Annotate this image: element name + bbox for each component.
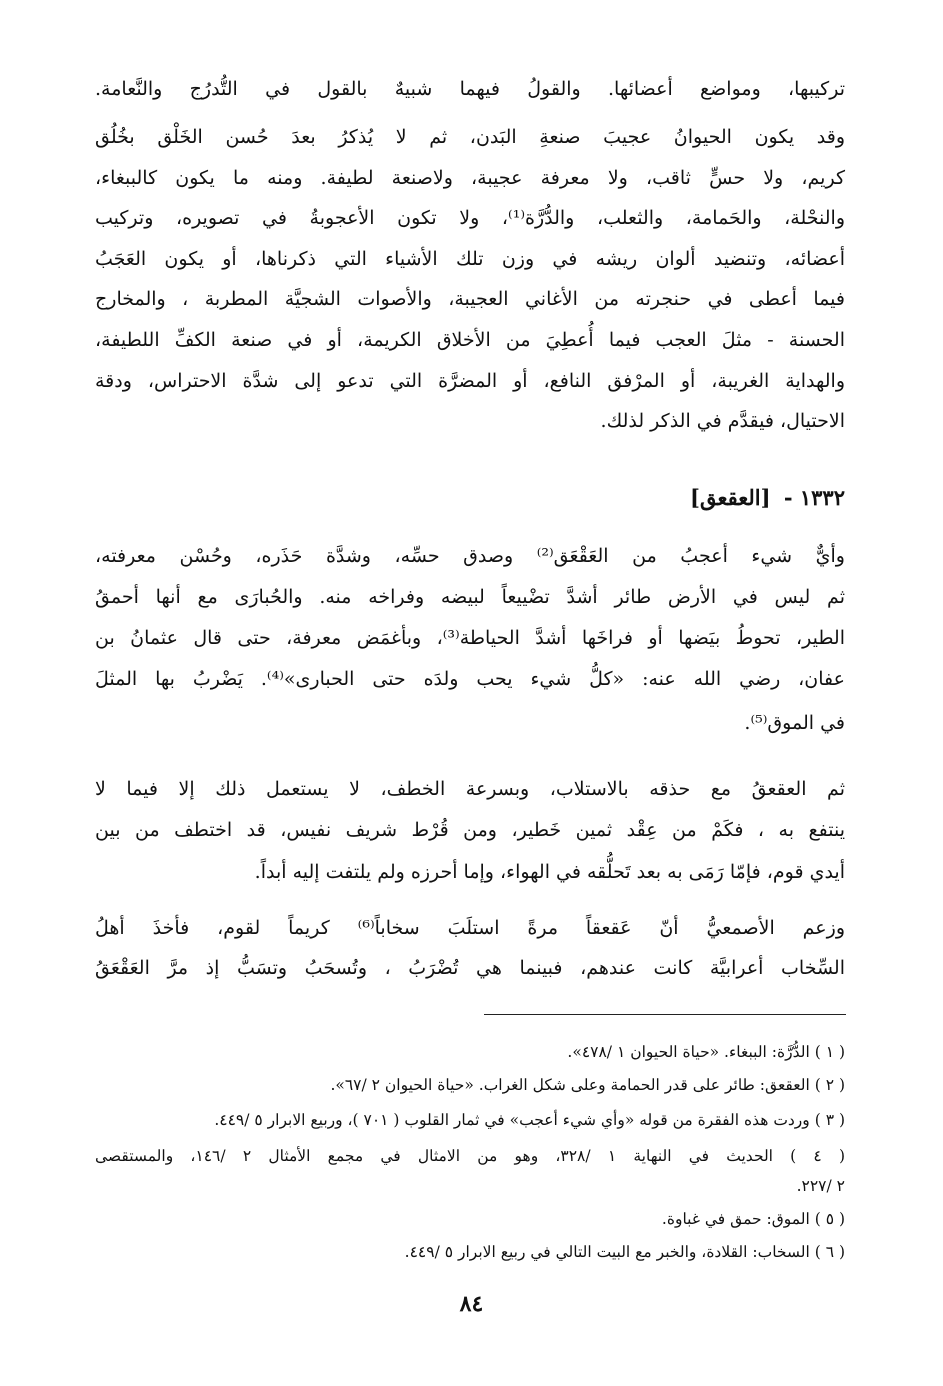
footnote: ( ٥ ) الموق: حمق في غباوة. — [661, 1210, 845, 1228]
footnote: ( ١ ) الدُّرَّة: الببغاء. «حياة الحيوان ١ /٤٧٨». — [567, 1043, 845, 1061]
text-line: كريم، ولا حسٍّ ثاقب، ولا معرفة عجيبة، ولاصنعة لطيفة. ومنه ما يكون كالببغاء، — [95, 167, 845, 189]
text-line: تركيبها، ومواضع أعضائها. والقولُ فيهما شبيهٌ بالقول في التُّدرُج والنَّعامة. — [95, 78, 845, 100]
footnote: ( ٤ ) الحديث في النهاية ١ /٣٢٨، وهو من الامثال في مجمع الأمثال ٢ /١٤٦، والمستقصى — [95, 1147, 845, 1165]
section-heading — [95, 485, 845, 511]
section-number: ١٣٣٢ - — [783, 485, 845, 510]
footnote-separator — [484, 1014, 846, 1015]
text-line: في الموق⁽⁵⁾. — [744, 712, 845, 734]
text-line: فيما أعطى في حنجرته من الأغاني العجيبة، والأصوات الشجيَّة المطربة ، والمخارج — [95, 288, 845, 310]
text-line: ينتفع به ، فكَمْ من عِقْد ثمين خَطير، ومن قُرْط شريف نفيس، قد اختطف من بين — [95, 819, 845, 841]
section-title: [العقعق] — [690, 485, 771, 510]
footnote: ( ٣ ) وردت هذه الفقرة من قوله «وأي شيء أعجب» في ثمار القلوب ( ٧٠١ )، وربيع الابرار ٥ /٤٤٩. — [214, 1111, 845, 1129]
text-line: الاحتيال، فيقدَّم في الذكر لذلك. — [600, 410, 845, 432]
text-line: وأيٌّ شيء أعجبُ من العَقْعَق⁽²⁾ وصدق حسِّه، وشدَّة حَذَره، وحُسْن معرفته، — [95, 545, 845, 567]
text-line: عفان، رضي الله عنه: «كلُّ شيء يحب ولدَه حتى الحبارى»⁽⁴⁾. يَضْربُ بها المثلَ — [95, 668, 845, 690]
text-line: ثم ليس في الأرض طائر أشدَّ تضْييعاً لبيضه وفراخه منه. والحُبارَى مع أنها أحمقُ — [95, 586, 845, 608]
page-number: ٨٤ — [459, 1291, 484, 1317]
text-line: وزعم الأصمعيُّ أنّ عَقعقاً مرةً استلَبَ سخاباً⁽⁶⁾ كريماً لقوم، فأخذَ أهلُ — [95, 917, 845, 939]
footnote: ( ٢ ) العقعق: طائر على قدر الحمامة وعلى شكل الغراب. «حياة الحيوان ٢ /٦٧». — [330, 1076, 845, 1094]
text-line: ثم العقعقُ مع حذقه بالاستلاب، وبسرعة الخطف، لا يستعمل ذلك إلا فيما لا — [95, 778, 845, 800]
text-line: وقد يكون الحيوانُ عجيبَ صنعةِ البَدن، ثم لا يُذكرُ بعدَ حُسن الخَلْق بخُلُق — [95, 126, 845, 148]
text-line: أيدي قوم، فإمّا رَمَى به بعد تَحلُّقه في الهواء، وإما أحرزه ولم يلتفت إليه أبداً. — [254, 861, 845, 883]
text-line: السِّخاب أعرابيَّة كانت عندهم، فبينما هي تُضْرَبُ ، وتُسحَبُ وتسَبُّ إذ مرَّ العَقْعَقُ — [95, 957, 845, 979]
text-line: الحسنة - مثلَ العجب فيما أُعطِيَ من الأخلاق الكريمة، أو في صنعة الكفِّ اللطيفة، — [95, 329, 845, 351]
footnote-continuation: ٢ /٢٢٧. — [796, 1177, 845, 1195]
footnote: ( ٦ ) السخاب: القلادة، والخبر مع البيت التالي في ربيع الابرار ٥ /٤٤٩. — [404, 1243, 845, 1261]
text-line: أعضائه، وتنضيد ألوان ريشه في وزن تلك الأشياء التي ذكرناها، أو يكون العَجَبُ — [95, 248, 845, 270]
text-line: والنحْلة، والحَمامة، والثعلب، والدُّرَّة⁽¹⁾، ولا تكون الأعجوبةُ في تصويره، وتركيب — [95, 207, 846, 229]
text-line: الطير، تحوطُ بيَضها أو فراخَها أشدَّ الحياطة⁽³⁾، وبأغمَض معرفة، حتى قال عثمانُ بن — [95, 627, 845, 649]
text-line: والهداية الغريبة، أو المرْفق النافع، أو المضرَّة التي تدعو إلى شدَّة الاحتراس، ودقة — [95, 370, 845, 392]
